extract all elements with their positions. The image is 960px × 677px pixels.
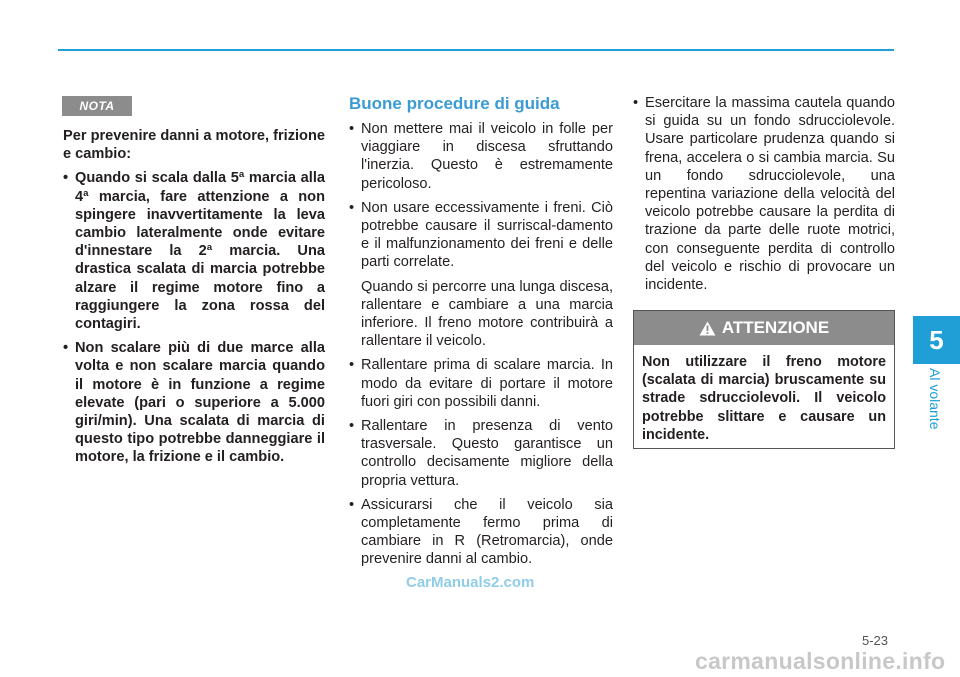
list-item bbox=[349, 496, 613, 569]
bullet-dot: • bbox=[349, 121, 355, 137]
driving-item-text: Assicurarsi che il veicolo sia completamente fermo prima di cambiare in R (Retromarcia), onde prevenire danni al cambio. bbox=[361, 496, 613, 568]
bullet-dot: • bbox=[349, 418, 355, 435]
warning-box bbox=[633, 310, 895, 449]
driving-item-text: Rallentare in presenza di vento trasversale. Questo garantisce un controllo decisamente migliore della propria vettura. bbox=[361, 418, 613, 489]
warning-title: ATTENZIONE bbox=[721, 318, 830, 337]
nota-intro: Per prevenire danni a motore, frizione e cambio: bbox=[63, 128, 325, 163]
driving-item-text: Non usare eccessivamente i freni. Ciò potrebbe causare il surriscal-damento e il malfunzionamento dei freni e delle parti correlate. bbox=[361, 199, 613, 271]
driving-block bbox=[349, 120, 613, 575]
list-item bbox=[349, 120, 613, 193]
warning-text: Non utilizzare il freno motore (scalata di marcia) bruscamente su strade sdrucciolevoli. Il veicolo potrebbe slittare e causare un incidente. bbox=[642, 354, 886, 443]
driving-item-text: Rallentare prima di scalare marcia. In modo da evitare di portare il motore fuori giri con possibili danni. bbox=[361, 357, 613, 410]
driving-continuation: Quando si percorre una lunga discesa, rallentare e cambiare a una marcia inferiore. Il freno motore contribuirà a rallentare il veicolo. bbox=[361, 278, 613, 350]
bullet-dot: • bbox=[349, 199, 355, 216]
bullet-dot: • bbox=[349, 496, 355, 513]
list-item bbox=[63, 169, 325, 333]
bullet-dot: • bbox=[63, 170, 69, 187]
chapter-title: Al volante bbox=[927, 368, 943, 430]
nota-block bbox=[63, 127, 325, 473]
section-title: Buone procedure di guida bbox=[349, 94, 560, 113]
list-item bbox=[63, 339, 325, 466]
list-item bbox=[349, 199, 613, 272]
driving-item-text: Esercitare la massima cautela quando si guida su un fondo sdrucciolevole. Usare particolare prudenza quando si frena, accelera o si cambia marcia. Su un fondo sdrucciolevole, una repentina variazione della velocità del veicolo potrebbe causare la perdita di trazione da parte delle ruote motrici, con conseguente perdita di controllo del veicolo e rischio di provocare un incidente. bbox=[645, 95, 895, 294]
nota-item-text: Non scalare più di due marce alla volta e non scalare marcia quando il motore è in funzione a regime elevate (pari o superiore a 5.000 giri/min). Una scalata di marcia di questo tipo potrebbe danneggiare il motore, la frizione e il cambio. bbox=[75, 340, 325, 466]
nota-badge: NOTA bbox=[62, 96, 132, 116]
warning-triangle-icon bbox=[699, 321, 716, 336]
driving-block-2 bbox=[633, 94, 895, 300]
site-watermark[interactable]: carmanualsonline.info bbox=[695, 648, 946, 674]
warning-header bbox=[634, 311, 894, 345]
bullet-dot: • bbox=[633, 95, 639, 111]
driving-item-text: Non mettere mai il veicolo in folle per viaggiare in discesa sfruttando l'inerzia. Questo è estremamente pericoloso. bbox=[361, 121, 613, 192]
list-item bbox=[349, 417, 613, 490]
list-item bbox=[633, 94, 895, 294]
page-number: 5-23 bbox=[862, 633, 889, 648]
chapter-tab: 5 bbox=[913, 316, 960, 364]
bullet-dot: • bbox=[349, 357, 355, 374]
watermark-link[interactable]: CarManuals2.com bbox=[406, 574, 535, 591]
bullet-dot: • bbox=[63, 340, 69, 357]
nota-item-text: Quando si scala dalla 5ª marcia alla 4ª marcia, fare attenzione a non spingere inavvertitamente la leva cambio lateralmente onde evitare d'innestare la 2ª marcia. Una drastica scalata di marcia potrebbe alzare il regime motore fino a raggiungere la zona rossa del contagiri. bbox=[75, 170, 325, 333]
top-rule bbox=[58, 49, 894, 51]
list-item bbox=[349, 356, 613, 411]
